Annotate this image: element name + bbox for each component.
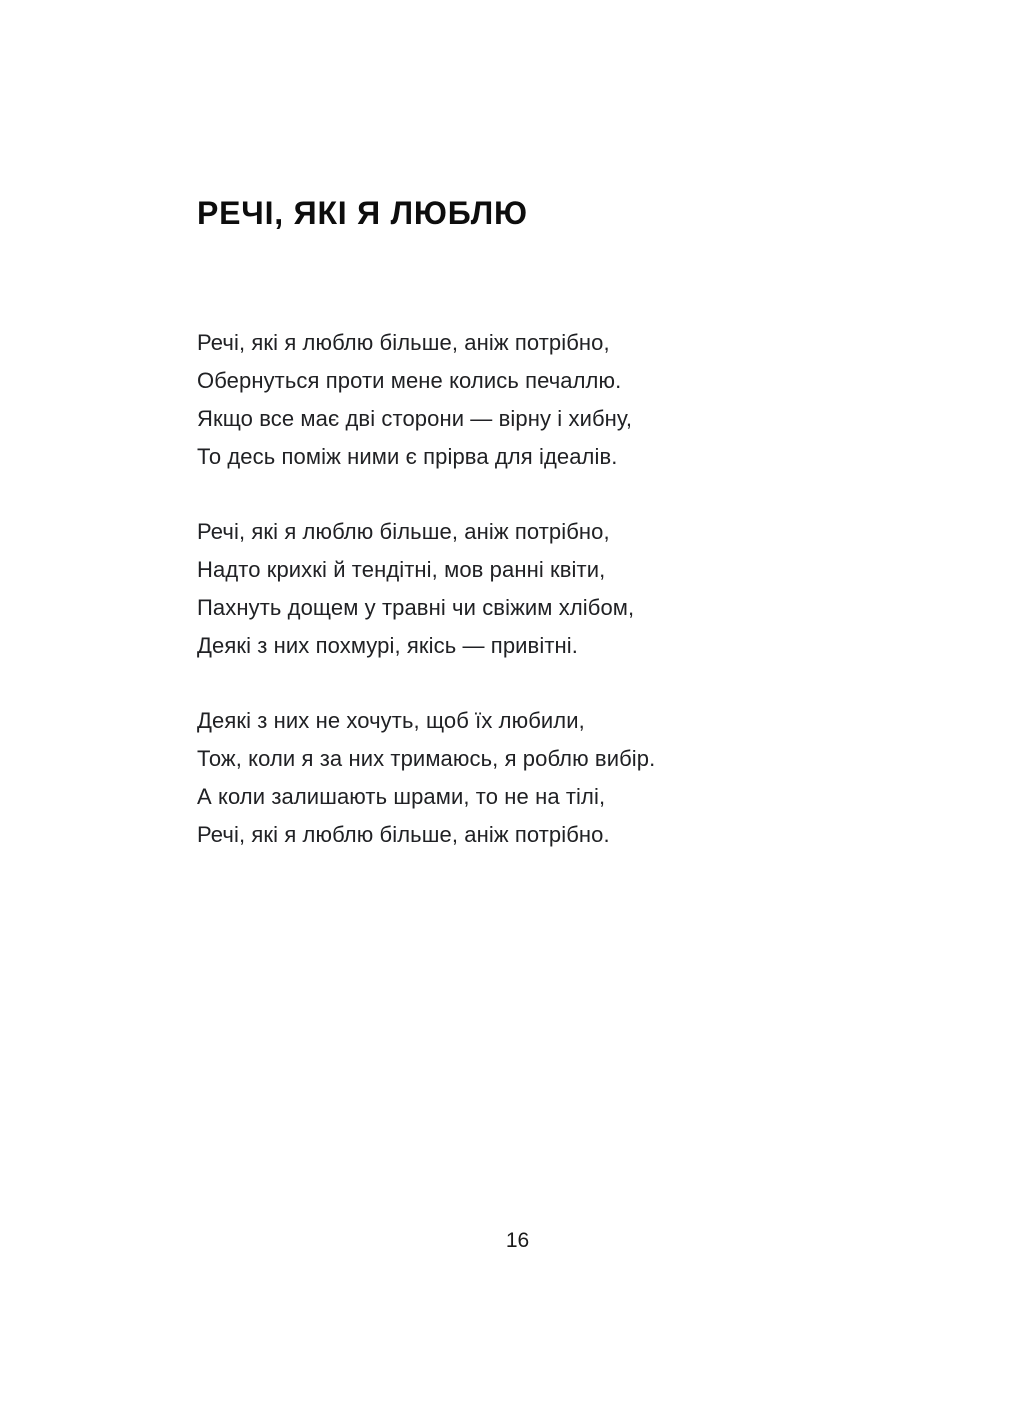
poem-body [197, 324, 655, 891]
stanza [197, 324, 655, 476]
poem-line: Якщо все має дві сторони — вірну і хибну, [197, 406, 633, 431]
poem-line: Речі, які я люблю більше, аніж потрібно, [197, 330, 610, 355]
poem-line: Пахнуть дощем у травні чи свіжим хлібом, [197, 595, 635, 620]
poem-line: Деякі з них не хочуть, щоб їх любили, [197, 708, 585, 733]
poem-line: Речі, які я люблю більше, аніж потрібно, [197, 519, 610, 544]
stanza [197, 702, 655, 854]
poem-line: Надто крихкі й тендітні, мов ранні квіти, [197, 557, 606, 582]
poem-line: То десь поміж ними є прірва для ідеалів. [197, 444, 618, 469]
poem-line: Тож, коли я за них тримаюсь, я роблю вибір. [197, 746, 656, 771]
poem-line: Деякі з них похмурі, якісь — привітні. [197, 633, 578, 658]
page-number: 16 [505, 1229, 530, 1252]
poem-title: РЕЧІ, ЯКІ Я ЛЮБЛЮ [197, 195, 528, 231]
stanza [197, 513, 655, 665]
poem-line: А коли залишають шрами, то не на тілі, [197, 784, 606, 809]
poem-line: Обернуться проти мене колись печаллю. [197, 368, 622, 393]
poem-line: Речі, які я люблю більше, аніж потрібно. [197, 822, 610, 847]
